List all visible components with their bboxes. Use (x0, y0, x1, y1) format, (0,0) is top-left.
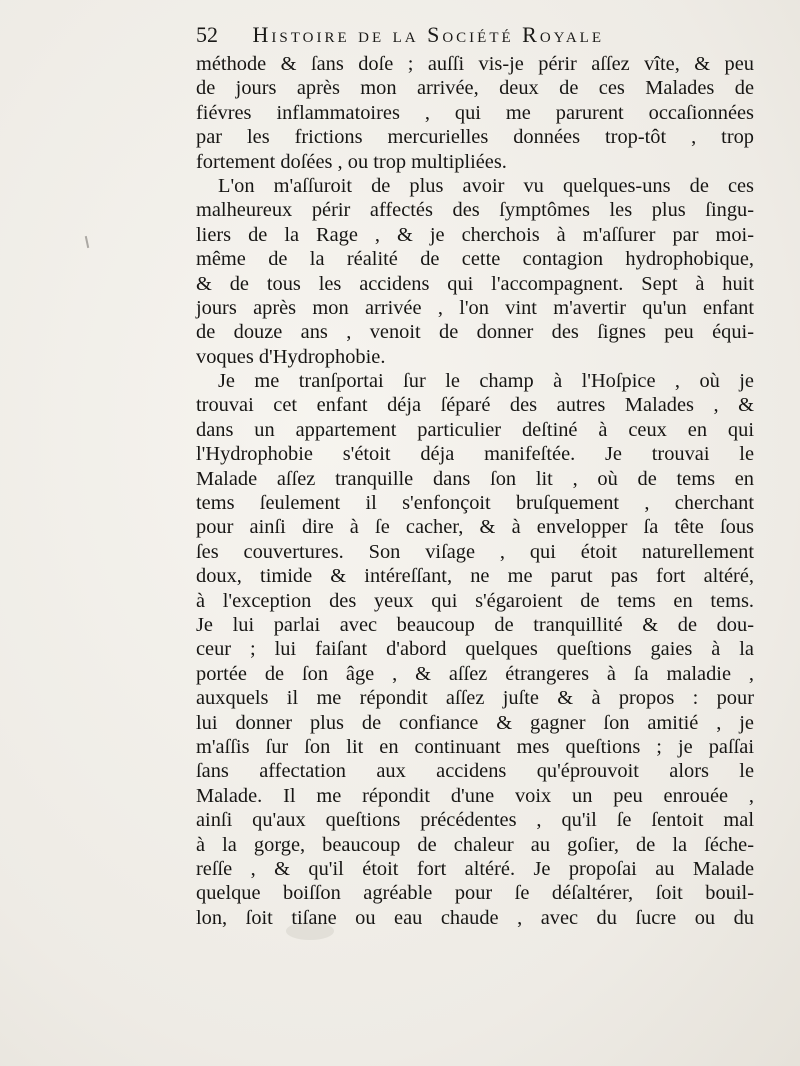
body-text (196, 52, 754, 930)
paragraph (196, 369, 754, 930)
text-line: ſes couvertures. Son viſage , qui étoit naturellement (196, 540, 754, 563)
text-line: à la gorge, beaucoup de chaleur au goſier, de la ſéche- (196, 833, 754, 856)
text-line: Je lui parlai avec beaucoup de tranquillité & de dou- (196, 613, 754, 636)
text-line: dans un appartement particulier deſtiné à ceux en qui (196, 418, 754, 441)
text-line: Malade. Il me répondit d'une voix un peu enrouée , (196, 784, 754, 807)
text-line: & de tous les accidens qui l'accompagnent. Sept à huit (196, 272, 754, 295)
page-number: 52 (196, 22, 218, 47)
text-line: tems ſeulement il s'enfonçoit bruſquement , cherchant (196, 492, 754, 515)
text-line: L'on m'aſſuroit de plus avoir vu quelques-uns de ces (218, 174, 754, 197)
text-line: auxquels il me répondit aſſez juſte & à propos : pour (196, 687, 754, 710)
paragraph (196, 52, 754, 174)
text-line: fortement doſées , ou trop multipliées. (196, 150, 507, 173)
text-line: Malade aſſez tranquille dans ſon lit , où de tems en (196, 467, 754, 490)
text-line: doux, timide & intéreſſant, ne me parut pas fort altéré, (196, 565, 754, 588)
text-line: à l'exception des yeux qui s'égaroient de tems en tems. (196, 589, 754, 612)
text-line: jours après mon arrivée , l'on vint m'avertir qu'un enfant (196, 296, 754, 319)
text-line: de douze ans , venoit de donner des ſignes peu équi- (196, 321, 754, 344)
text-line: méthode & ſans doſe ; auſſi vis-je périr aſſez vîte, & peu (196, 53, 754, 75)
text-line: portée de ſon âge , & aſſez étrangeres à ſa maladie , (196, 662, 754, 685)
margin-mark (85, 236, 89, 248)
text-line: quelque boiſſon agréable pour ſe déſaltérer, ſoit bouil- (196, 882, 754, 905)
text-line: ceur ; lui faiſant d'abord quelques queſtions gaies à la (196, 638, 754, 661)
text-line: lui donner plus de confiance & gagner ſon amitié , je (196, 711, 754, 734)
text-line: ſans affectation aux accidens qu'éprouvoit alors le (196, 760, 754, 783)
paragraph (196, 174, 754, 369)
text-line: trouvai cet enfant déja ſéparé des autres Malades , & (196, 394, 754, 417)
text-line: pour ainſi dire à ſe cacher, & à envelopper ſa tête ſous (196, 516, 754, 539)
text-line: voques d'Hydrophobie. (196, 345, 386, 368)
text-line: lon, ſoit tiſane ou eau chaude , avec du ſucre ou du (196, 906, 754, 929)
text-line: m'aſſis ſur ſon lit en continuant mes queſtions ; je paſſai (196, 735, 754, 758)
text-line: fiévres inflammatoires , qui me parurent occaſionnées (196, 101, 754, 124)
text-line: Je me tranſportai ſur le champ à l'Hoſpice , où je (218, 370, 754, 393)
text-line: liers de la Rage , & je cherchois à m'aſſurer par moi- (196, 223, 754, 246)
running-title: Histoire de la Société Royale (252, 22, 604, 47)
text-line: de jours après mon arrivée, deux de ces Malades de (196, 77, 754, 100)
text-line: ainſi qu'aux queſtions précédentes , qu'il ſe ſentoit mal (196, 809, 754, 832)
page-header (196, 22, 756, 48)
text-line: reſſe , & qu'il étoit fort altéré. Je propoſai au Malade (196, 857, 754, 880)
text-line: par les frictions mercurielles données trop-tôt , trop (196, 126, 754, 149)
text-line: l'Hydrophobie s'étoit déja manifeſtée. Je trouvai le (196, 443, 754, 466)
text-line: même de la réalité de cette contagion hydrophobique, (196, 248, 754, 271)
text-line: malheureux périr affectés des ſymptômes les plus ſingu- (196, 199, 754, 222)
